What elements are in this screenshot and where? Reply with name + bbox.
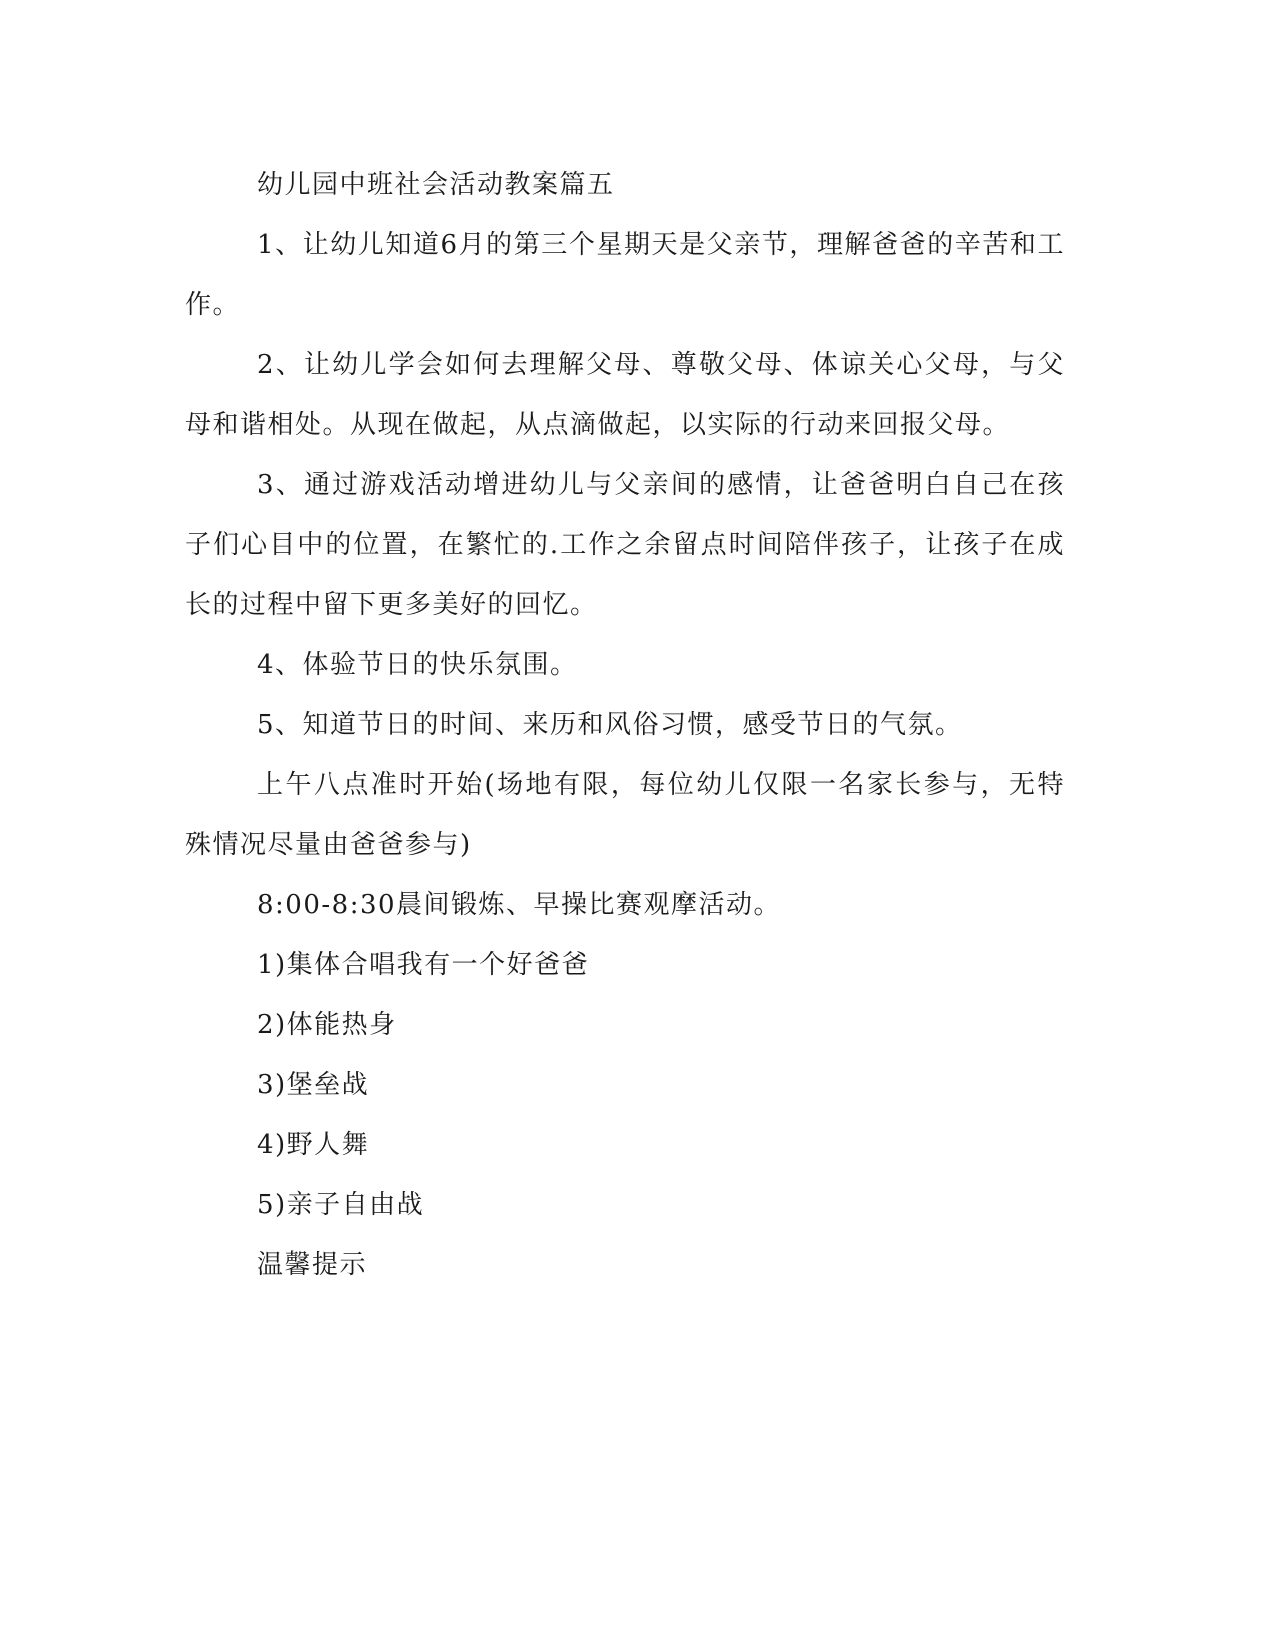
- activity-item: 5)亲子自由战: [257, 1190, 425, 1220]
- document-title: 幼儿园中班社会活动教案篇五: [257, 170, 615, 200]
- tips-heading: 温馨提示: [257, 1250, 368, 1280]
- activity-item: 1)集体合唱我有一个好爸爸: [257, 950, 590, 980]
- schedule-note: 上午八点准时开始(场地有限，每位幼儿仅限一名家长参与，无特殊情况尽量由爸爸参与): [185, 770, 1065, 860]
- time-slot: 8:00-8:30晨间锻炼、早操比赛观摩活动。: [257, 890, 782, 920]
- objective-4: 4、体验节日的快乐氛围。: [257, 650, 578, 680]
- activity-item: 4)野人舞: [257, 1130, 370, 1160]
- objective-3: 3、通过游戏活动增进幼儿与父亲间的感情，让爸爸明白自己在孩子们心目中的位置，在繁忙的.工作之余留点时间陪伴孩子，让孩子在成长的过程中留下更多美好的回忆。: [185, 470, 1065, 620]
- activity-item: 2)体能热身: [257, 1010, 397, 1040]
- objective-2: 2、让幼儿学会如何去理解父母、尊敬父母、体谅关心父母，与父母和谐相处。从现在做起，从点滴做起，以实际的行动来回报父母。: [185, 350, 1065, 440]
- objective-1: 1、让幼儿知道6月的第三个星期天是父亲节，理解爸爸的辛苦和工作。: [185, 230, 1065, 320]
- activity-item: 3)堡垒战: [257, 1070, 370, 1100]
- document-body: [185, 155, 1065, 1295]
- objective-5: 5、知道节日的时间、来历和风俗习惯，感受节日的气氛。: [257, 710, 963, 740]
